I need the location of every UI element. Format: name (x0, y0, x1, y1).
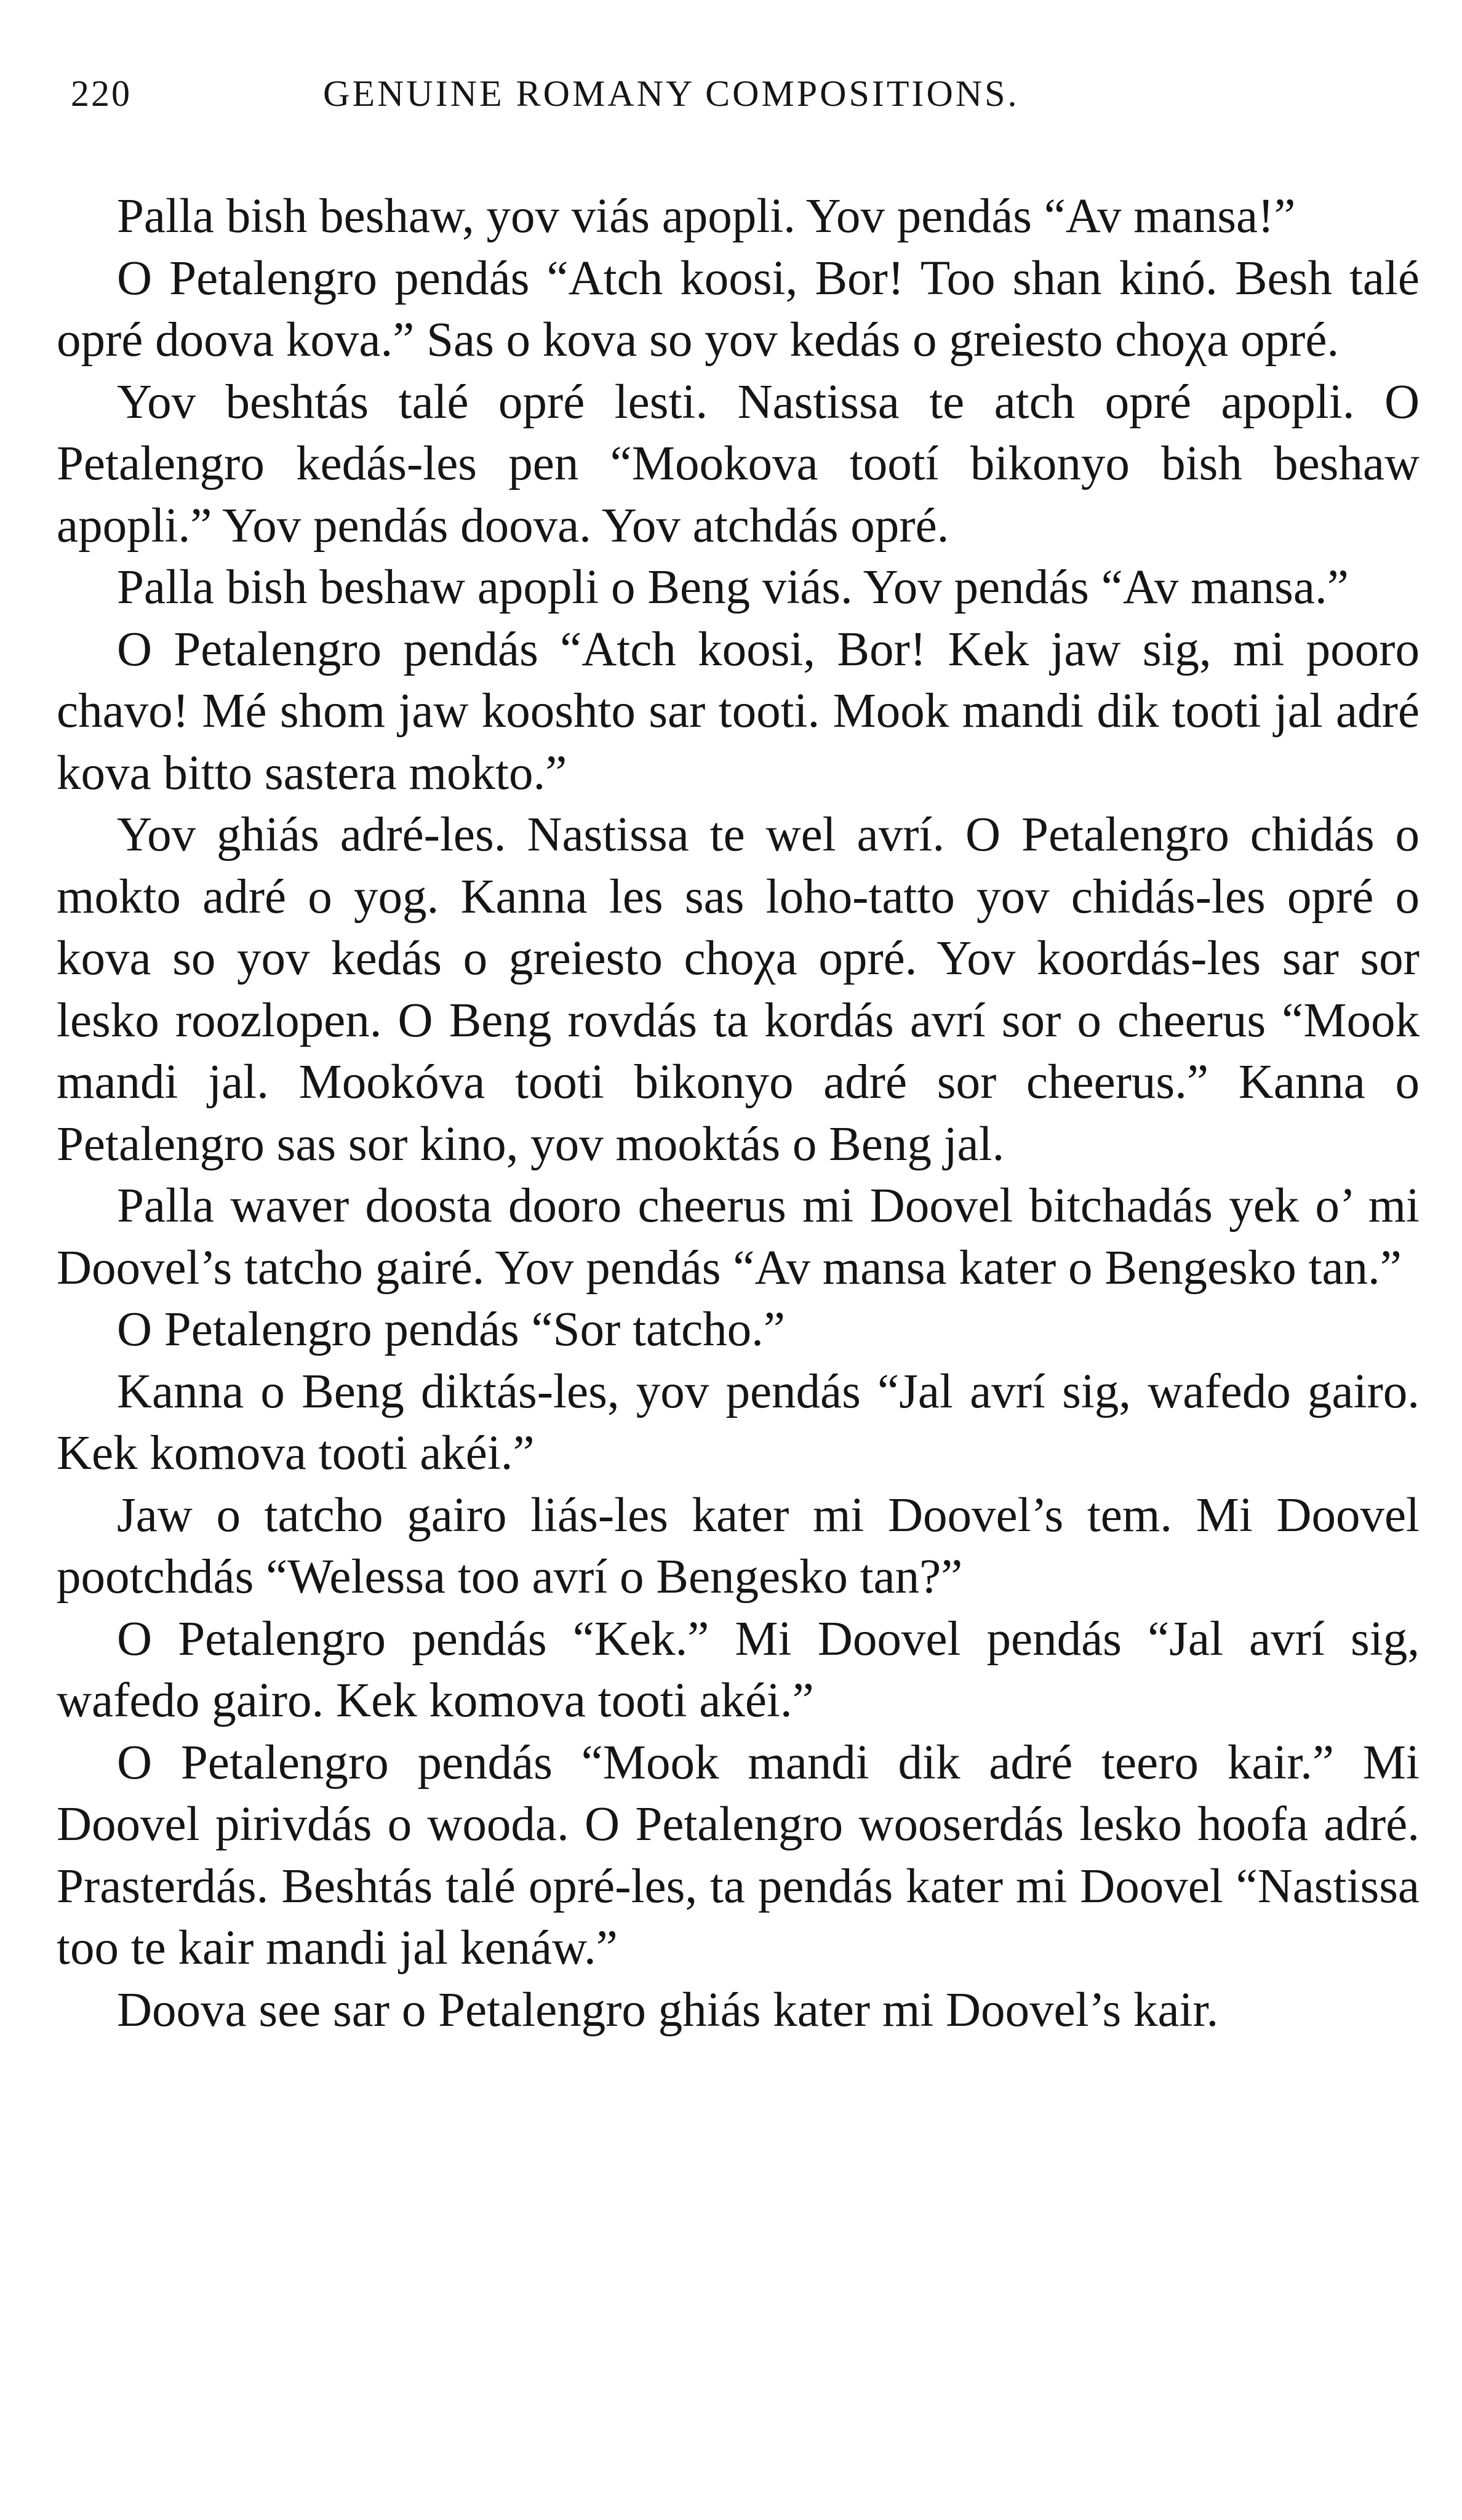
paragraph: Jaw o tatcho gairo liás-les kater mi Doovel’s tem. Mi Doovel pootchdás “Welessa too avrí o Bengesko tan?” (57, 1488, 1420, 1604)
paragraph: Doova see sar o Petalengro ghiás kater mi Doovel’s kair. (117, 1983, 1219, 2037)
page-number: 220 (71, 73, 132, 114)
paragraph: Yov beshtás talé opré lesti. Nastissa te atch opré apopli. O Petalengro kedás-les pen “Mookova tootí bikonyo bish beshaw apopli.” Yov pendás doova. Yov atchdás opré. (57, 375, 1420, 553)
running-head: GENUINE ROMANY COMPOSITIONS. (323, 73, 1020, 114)
paragraph: Palla waver doosta dooro cheerus mi Doovel bitchadás yek o’ mi Doovel’s tatcho gairé. Yov pendás “Av mansa kater o Bengesko tan.” (57, 1179, 1420, 1295)
paragraph: O Petalengro pendás “Sor tatcho.” (117, 1303, 785, 1356)
paragraph: Palla bish beshaw, yov viás apopli. Yov pendás “Av mansa!” (117, 190, 1296, 243)
body-text (57, 186, 1420, 2041)
paragraph: O Petalengro pendás “Mook mandi dik adré teero kair.” Mi Doovel pirivdás o wooda. O Petalengro wooserdás lesko hoofa adré. Prasterdás. Beshtás talé opré-les, ta pendás kater mi Doovel “Nastissa too te kair mandi jal kenáw.” (57, 1735, 1420, 1975)
paragraph: Palla bish beshaw apopli o Beng viás. Yov pendás “Av mansa.” (117, 561, 1349, 614)
paragraph: O Petalengro pendás “Kek.” Mi Doovel pendás “Jal avrí sig, wafedo gairo. Kek komova tooti akéi.” (57, 1612, 1420, 1727)
paragraph: Yov ghiás adré-les. Nastissa te wel avrí. O Petalengro chidás o mokto adré o yog. Kanna les sas loho-tatto yov chidás-les opré o kova so yov kedás o greiesto choχa opré. Yov koordás-les sar sor lesko roozlopen. O Beng rovdás ta kordás avrí sor o cheerus “Mook mandi jal. Mookóva tooti bikonyo adré sor cheerus.” Kanna o Petalengro sas sor kino, yov mooktás o Beng jal. (57, 808, 1420, 1171)
paragraph: O Petalengro pendás “Atch koosi, Bor! Kek jaw sig, mi pooro chavo! Mé shom jaw kooshto sar tooti. Mook mandi dik tooti jal adré kova bitto sastera mokto.” (57, 622, 1420, 800)
page-header (71, 73, 1375, 128)
paragraph: Kanna o Beng diktás-les, yov pendás “Jal avrí sig, wafedo gairo. Kek komova tooti akéi.” (57, 1364, 1420, 1480)
paragraph: O Petalengro pendás “Atch koosi, Bor! Too shan kinó. Besh talé opré doova kova.” Sas o kova so yov kedás o greiesto choχa opré. (57, 251, 1420, 367)
